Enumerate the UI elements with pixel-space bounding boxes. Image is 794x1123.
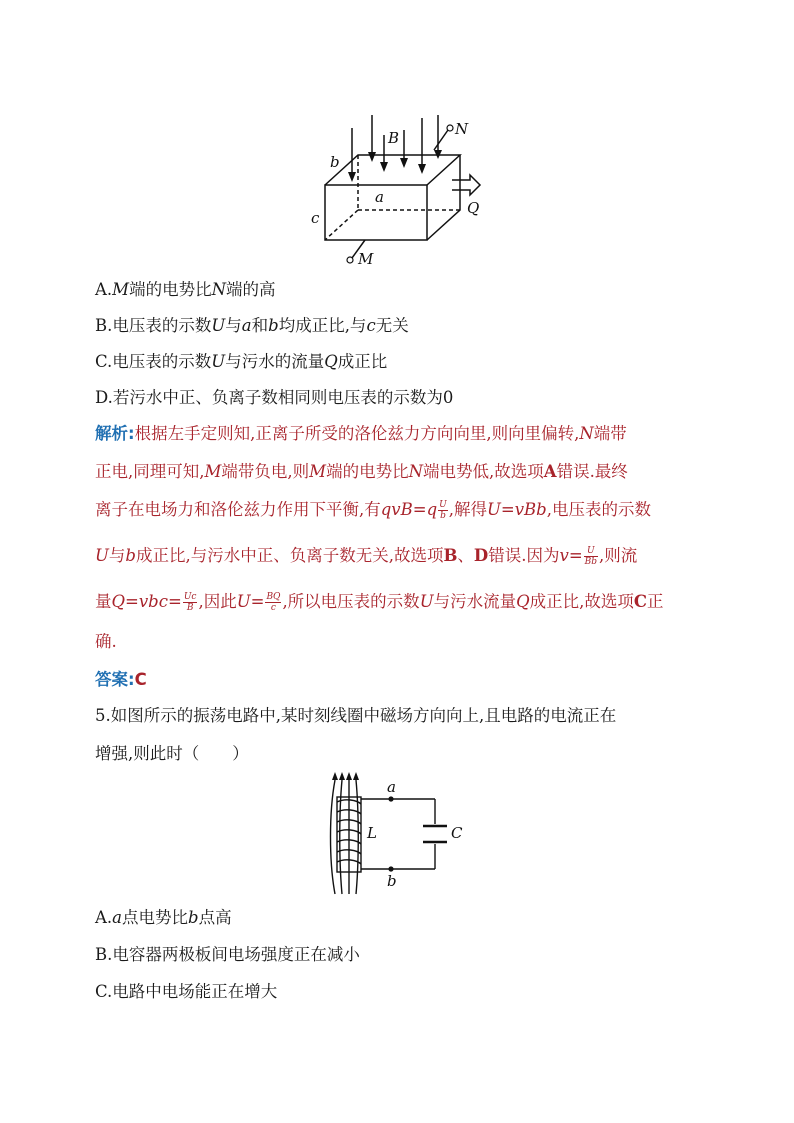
label-a-circuit: a <box>387 778 396 796</box>
answer-label: 答案: <box>95 670 135 689</box>
solution-line-2: 正电,同理可知,M端带负电,则M端的电势比N端电势低,故选项A错误.最终 <box>95 462 628 481</box>
option-b-q5: B.电容器两极板间电场强度正在减小 <box>95 945 360 964</box>
option-b-q4: B.电压表的示数U与a和b均成正比,与c无关 <box>95 316 409 335</box>
label-L: L <box>367 824 377 842</box>
solution-line-6: 确. <box>95 632 117 651</box>
option-c-q5: C.电路中电场能正在增大 <box>95 982 278 1001</box>
question-5-line-1: 5.如图所示的振荡电路中,某时刻线圈中磁场方向向上,且电路的电流正在 <box>95 706 617 725</box>
figure-lc-circuit <box>315 772 475 897</box>
label-Q: Q <box>467 199 480 217</box>
label-b: b <box>330 153 340 171</box>
solution-line-4: U与b成正比,与污水中正、负离子数无关,故选项B、D错误.因为v= $\frac{U}{Bb}$ ,则流 <box>95 546 638 567</box>
option-a-q5: A.a点电势比b点高 <box>95 908 232 927</box>
label-M: M <box>358 250 374 268</box>
answer <box>95 670 147 690</box>
answer-value: C <box>134 670 147 689</box>
solution-line-1: 解析:根据左手定则知,正离子所受的洛伦兹力方向向里,则向里偏转,N端带 <box>95 424 627 443</box>
option-c-q4: C.电压表的示数U与污水的流量Q成正比 <box>95 352 388 371</box>
label-b-circuit: b <box>387 872 397 890</box>
solution-line-5: 量Q=vbc= $\frac{Uc}{B}$ ,因此U= $\frac{BQ}{c}$ ,所以电压表的示数U与污水流量Q成正比,故选项C正 <box>95 592 664 613</box>
label-c: c <box>311 209 320 227</box>
option-d-q4: D.若污水中正、负离子数相同则电压表的示数为0 <box>95 388 454 407</box>
label-B: B <box>388 129 400 147</box>
option-a-q4: A.M端的电势比N端的高 <box>95 280 276 299</box>
solution-label: 解析: <box>95 424 135 443</box>
figure-flow-meter <box>300 110 500 270</box>
label-N: N <box>455 120 469 138</box>
label-C: C <box>451 824 463 842</box>
label-a: a <box>375 188 384 206</box>
solution-line-3: 离子在电场力和洛伦兹力作用下平衡,有qvB=q $\frac{U}{b}$ ,解得U=vBb,电压表的示数 <box>95 500 651 521</box>
question-5-line-2: 增强,则此时（ ） <box>95 744 249 763</box>
